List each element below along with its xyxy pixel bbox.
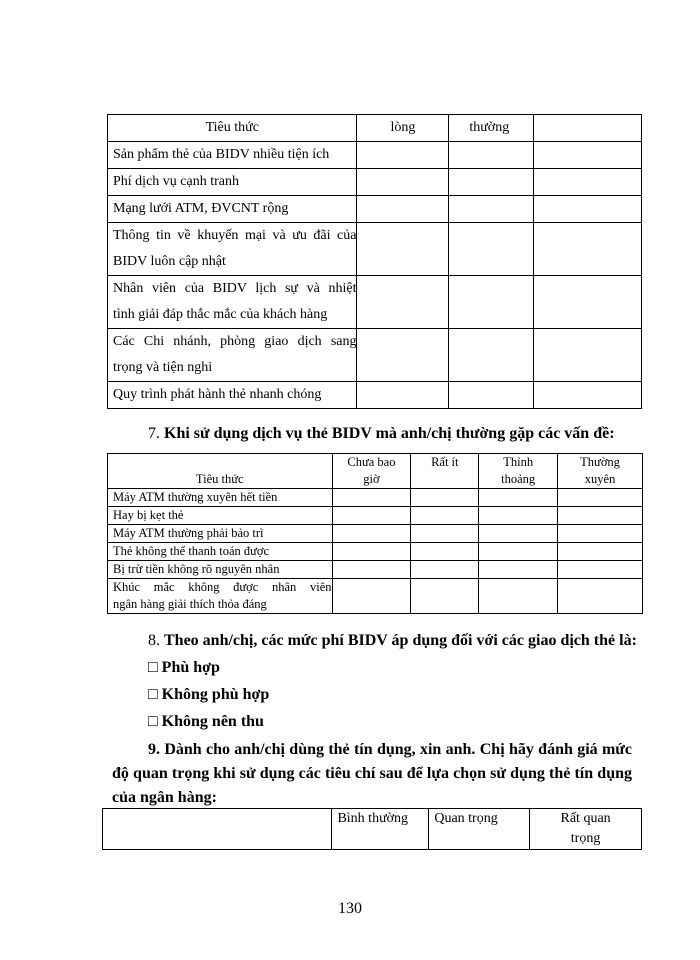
option-phu-hop[interactable] — [148, 659, 220, 677]
table-cell: Bị trừ tiền không rõ nguyên nhân — [108, 561, 333, 579]
table-cell: Quy trình phát hành thẻ nhanh chóng — [108, 382, 357, 409]
table-cell: Máy ATM thường xuyên hết tiền — [108, 489, 333, 507]
table-cell: Hay bị kẹt thẻ — [108, 507, 333, 525]
table-cell — [108, 329, 357, 382]
table-row — [108, 382, 642, 409]
table-header-cell: thường — [449, 115, 534, 142]
question-text: Theo anh/chị, các mức phí BIDV áp dụng đối với các giao dịch thẻ là: — [164, 632, 637, 649]
table-header-cell: Tiêu thức — [108, 115, 357, 142]
table-cell: Máy ATM thường phải bảo trì — [108, 525, 333, 543]
table-header-cell — [332, 454, 411, 489]
question-8 — [148, 632, 637, 650]
table-header-cell: Bình thường — [332, 809, 429, 850]
header-line: trọng — [570, 831, 601, 846]
cell-line: tình giải đáp thắc mắc của khách hàng — [113, 307, 328, 322]
header-line: xuyên — [584, 472, 616, 486]
question-number: 8. — [148, 632, 160, 649]
table-cell: Phí dịch vụ cạnh tranh — [108, 169, 357, 196]
cell-line: Nhân viên của BIDV lịch sự và nhiệt — [113, 281, 357, 296]
option-label: Không nên thu — [161, 713, 264, 730]
header-line: giờ — [363, 472, 380, 486]
cell-line: BIDV luôn cập nhật — [113, 254, 226, 269]
question-9-text — [112, 762, 632, 810]
cell-line: Khúc mắc không được nhân viên — [113, 580, 332, 594]
table-header-cell: lòng — [357, 115, 449, 142]
checkbox-icon[interactable]: □ — [148, 686, 158, 703]
option-khong-nen-thu[interactable] — [148, 713, 264, 731]
paragraph-line: 9. Dành cho anh/chị dùng thẻ tín dụng, xin anh. Chị hãy đánh giá mức — [148, 741, 632, 758]
header-line: Thỉnh — [503, 455, 534, 469]
table-row — [108, 196, 642, 223]
cell-line: ngân hàng giải thích thỏa đáng — [113, 597, 267, 611]
criteria-table-1 — [107, 114, 642, 409]
cell-line: Các Chi nhánh, phòng giao dịch sang — [113, 334, 357, 349]
checkbox-icon[interactable]: □ — [148, 659, 158, 676]
header-line: Chưa bao — [347, 455, 396, 469]
table-row — [108, 329, 642, 382]
table-row — [108, 115, 642, 142]
table-header-cell — [479, 454, 558, 489]
question-text: Khi sử dụng dịch vụ thẻ BIDV mà anh/chị thường gặp các vấn đề: — [164, 425, 615, 442]
table-cell — [108, 579, 333, 614]
table-row — [108, 142, 642, 169]
table-header-cell: Quan trọng — [429, 809, 530, 850]
table-row — [108, 507, 643, 525]
table-row — [103, 809, 642, 850]
header-line: Thường — [580, 455, 620, 469]
question-number: 7. — [148, 425, 160, 442]
page-number: 130 — [338, 900, 362, 917]
table-header-cell: Tiêu thức — [108, 454, 333, 489]
table-cell — [108, 276, 357, 329]
table-row — [108, 276, 642, 329]
header-line: thoảng — [501, 472, 536, 486]
table-row — [108, 489, 643, 507]
table-row — [108, 543, 643, 561]
table-row — [108, 561, 643, 579]
cell-line: Thông tin về khuyến mại và ưu đãi của — [113, 228, 357, 243]
paragraph-line: của ngân hàng: — [112, 789, 217, 806]
importance-table — [102, 808, 642, 850]
option-label: Phù hợp — [161, 659, 220, 676]
table-row — [108, 579, 643, 614]
table-cell — [108, 223, 357, 276]
table-header-cell — [534, 115, 642, 142]
cell-line: trọng và tiện nghi — [113, 360, 213, 375]
table-cell: Sản phẩm thẻ của BIDV nhiều tiện ích — [108, 142, 357, 169]
table-row — [108, 525, 643, 543]
question-9-line-1 — [148, 738, 632, 762]
option-label: Không phù hợp — [161, 686, 270, 703]
question-7 — [148, 425, 615, 443]
table-cell: Thẻ không thể thanh toán được — [108, 543, 333, 561]
checkbox-icon[interactable]: □ — [148, 713, 158, 730]
table-header-cell — [103, 809, 332, 850]
issues-table — [107, 453, 643, 614]
table-header-cell — [558, 454, 643, 489]
table-header-cell — [530, 809, 642, 850]
table-row — [108, 169, 642, 196]
table-header-cell: Rất ít — [411, 454, 479, 489]
table-row — [108, 223, 642, 276]
paragraph-line: độ quan trọng khi sử dụng các tiêu chí sau để lựa chọn sử dụng thẻ tín dụng — [112, 765, 632, 782]
option-khong-phu-hop[interactable] — [148, 686, 269, 704]
table-row — [108, 454, 643, 489]
header-line: Rất quan — [560, 811, 611, 826]
table-cell: Mạng lưới ATM, ĐVCNT rộng — [108, 196, 357, 223]
